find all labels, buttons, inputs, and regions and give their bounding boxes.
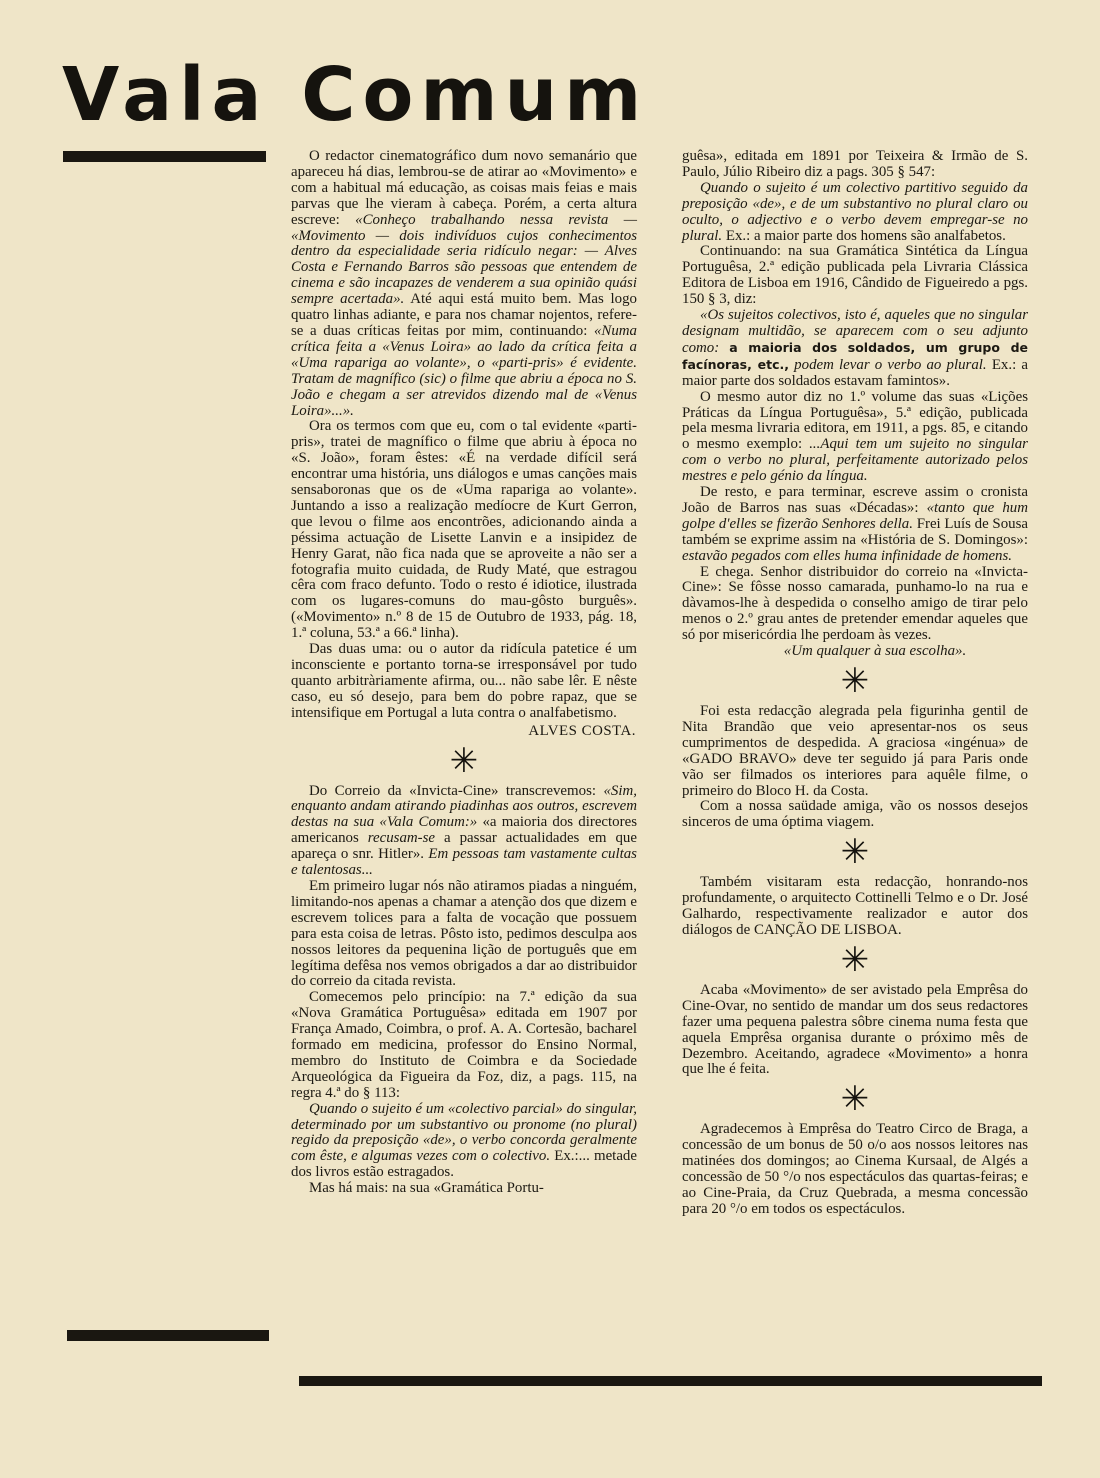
paragraph: O mesmo autor diz no 1.º volume das suas «Lições Práticas da Língua Portuguêsa», 5.ª edição, publicada pela mesma livraria editora, em 1911, a pgs. 85, e citando o mesmo exemplo: ...Aqui tem um sujeito no singular com o verbo no plural, perfeitamente autorizado pelos mestres e pelo génio da língua. — [682, 388, 1028, 485]
paragraph: Foi esta redacção alegrada pela figurinha gentil de Nita Brandão que veio apresentar-nos os seus cumprimentos de despedida. A graciosa «ingénua» de «GADO BRAVO» deve ter seguido já para Paris onde vão ser filmados os interiores para aquêle filme, o primeiro do Bloco H. da Costa. — [682, 703, 1028, 799]
paragraph: Agradecemos à Emprêsa do Teatro Circo de Braga, a concessão de um bonus de 50 o/o aos nossos leitores nas matinées dos domingos; ao Cinema Kursaal, de Algés a concessão de 50 °/o nos espectáculos das quartas-feiras; e ao Cine-Praia, da Cruz Quebrada, a mesma concessão para 20 °/o em todos os espectáculos. — [682, 1121, 1028, 1217]
paragraph: De resto, e para terminar, escreve assim o cronista João de Barros nas suas «Décadas»: «tanto que hum golpe d'elles se fizerão Senhores della. Frei Luís de Sousa também se exprime assim na «História de S. Domingos»: estavão pegados com elles huma infinidade de homens. — [682, 484, 1028, 564]
signature: ALVES COSTA. — [528, 722, 636, 739]
left-top-rule — [63, 151, 266, 162]
paragraph: Em primeiro lugar nós não atiramos piadas a ninguém, limitando-nos apenas a chamar a atenção dos que dizem e escrevem tolices para a falta de vocação que possuem para esta coisa de letras. Pôsto isto, pedimos desculpa aos nossos leitores da pequenina lição de português que em legítima defêsa nos vemos obrigados a dar ao distribuidor do correio da citada revista. — [291, 877, 637, 990]
asterisk-separator: ✳ — [840, 661, 870, 701]
paragraph: Continuando: na sua Gramática Sintética da Língua Portuguêsa, 2.ª edição publicada pela Livraria Clássica Editora de Lisboa em 1916, Cândido de Figueiredo a pgs. 150 § 3, diz: — [682, 243, 1028, 308]
paragraph: Também visitaram esta redacção, honrando-nos profundamente, o arquitecto Cottinelli Telmo e o Dr. José Galhardo, respectivamente realizador e autor dos diálogos de CANÇÃO DE LISBOA. — [682, 874, 1028, 938]
paragraph: Das duas uma: ou o autor da ridícula patetice é um inconsciente e portanto torna-se irresponsável por tudo quanto arbitràriamente afirma, ou... não sabe lêr. E nêste caso, eu só desejo, para bem do pobre rapaz, que se intensifique em Portugal a luta contra o analfabetismo. — [291, 641, 637, 721]
paragraph: Quando o sujeito é um «colectivo parcial» do singular, determinado por um substantivo ou pronome (no plural) regido da preposição «de», o verbo concorda geralmente com êste, e algumas vezes com o colectivo. Ex.:... metade dos livros estão estragados. — [291, 1100, 637, 1181]
paragraph: Do Correio da «Invicta-Cine» transcrevemos: «Sim, enquanto andam atirando piadinhas aos outros, escrevem destas na sua «Vala Comum:» «a maioria dos directores americanos recusam-se a passar actualidades em que apareça o snr. Hitler». Em pessoas tam vastamente cultas e talentosas... — [291, 782, 637, 879]
paragraph: Comecemos pelo princípio: na 7.ª edição da sua «Nova Gramática Portuguêsa» editada em 1907 por França Amado, Coimbra, o prof. A. A. Cortesão, bacharel formado em medicina, professor do Ensino Normal, membro do Instituto de Coimbra e da Sociedade Arqueológica da Figueira da Foz, diz, a pags. 115, na regra 4.ª do § 113: — [291, 989, 637, 1101]
paragraph: E chega. Senhor distribuidor do correio na «Invicta-Cine»: Se fôsse nosso camarada, punhamo-lo na rua e dàvamos-lhe à despedida o conselho amigo de tirar pelo menos o 2.º grau antes de pretender emendar aqueles que só por misericórdia lhe perdoam às vezes. — [682, 563, 1028, 644]
paragraph: guêsa», editada em 1891 por Teixeira & Irmão de S. Paulo, Júlio Ribeiro diz a pags. 305 § 547: — [682, 148, 1028, 180]
asterisk-separator: ✳ — [840, 832, 870, 873]
paragraph: O redactor cinematográfico dum novo semanário que apareceu há dias, lembrou-se de atirar ao «Movimento» e com a habitual má educação, as coisas mais feias e mais parvas que lhe vieram à cabeça. Porém, a certa altura escreve: «Conheço trabalhando nessa revista — «Movimento — dois indivíduos cujos conhecimentos dentro da especialidade seria ridículo negar: — Alves Costa e Fernando Barros são pessoas que entendem de cinema e são incapazes de venderem a sua opinião quási sempre acertada». Até aqui está muito bem. Mas logo quatro linhas adiante, e para nos chamar nojentos, refere-se a duas críticas feitas por mim, continuando: «Numa crítica feita a «Venus Loira» ao lado da crítica feita a «Uma rapariga ao volante», o «parti-pris» é evidente. Tratam de magnífico (sic) o filme que abriu a época no S. João e chegam a ser atrevidos dizendo mal de «Venus Loira»...». — [291, 148, 637, 419]
paragraph: Mas há mais: na sua «Gramática Portu- — [309, 1180, 544, 1197]
paragraph: Quando o sujeito é um colectivo partitivo seguido da preposição «de», e de um substantivo no plural claro ou oculto, o adjectivo e o verbo devem empregar-se no plural. Ex.: a maior parte dos homens são analfabetos. — [682, 179, 1028, 244]
paragraph: Acaba «Movimento» de ser avistado pela Emprêsa do Cine-Ovar, no sentido de mandar um dos seus redactores fazer uma pequena palestra sôbre cinema numa festa que aquela Emprêsa organisa durante o próximo mês de Dezembro. Aceitando, agradece «Movimento» a honra que lhe é feita. — [682, 981, 1028, 1078]
footer-rule — [299, 1376, 1042, 1386]
closing-line: «Um qualquer à sua escolha». — [783, 643, 967, 660]
page-title: Vala Comum — [62, 52, 649, 138]
asterisk-separator: ✳ — [840, 1079, 870, 1120]
asterisk-separator: ✳ — [840, 939, 870, 980]
asterisk-separator: ✳ — [449, 740, 479, 781]
left-column — [291, 149, 637, 1197]
paragraph: Com a nossa saüdade amiga, vão os nossos desejos sinceros de uma óptima viagem. — [682, 798, 1028, 831]
right-column — [682, 149, 1028, 1218]
paragraph: Ora os termos com que eu, com o tal evidente «parti-pris», tratei de magnífico o filme que abriu à época no «S. João», foram êstes: «É na verdade difícil será encontrar uma história, uns diálogos e umas canções mais sensaboronas que os de «Uma rapariga ao volante». Juntando a isso a realização medíocre de Kurt Gerron, que levou o filme aos encontrões, adicionando ainda a péssima actuação de Lisette Lanvin e a insipidez de Henry Garat, não fica nada que se aproveite a não ser a fotografia muito cuidada, de Rudy Maté, que estragou cêra com fraco defunto. Todo o resto é idiotice, ilustrada com os lugares-comuns do mau-gôsto burguês». («Movimento» n.º 8 de 15 de Outubro de 1933, pág. 18, 1.ª coluna, 53.ª a 66.ª linha). — [291, 418, 637, 642]
left-bottom-rule — [67, 1330, 269, 1341]
paragraph: «Os sujeitos colectivos, isto é, aqueles que no singular designam multidão, se aparecem com o seu adjunto como: a maioria dos soldados, um grupo de facínoras, etc., podem levar o verbo ao plural. Ex.: a maior parte dos soldados estavam famintos». — [682, 307, 1029, 389]
